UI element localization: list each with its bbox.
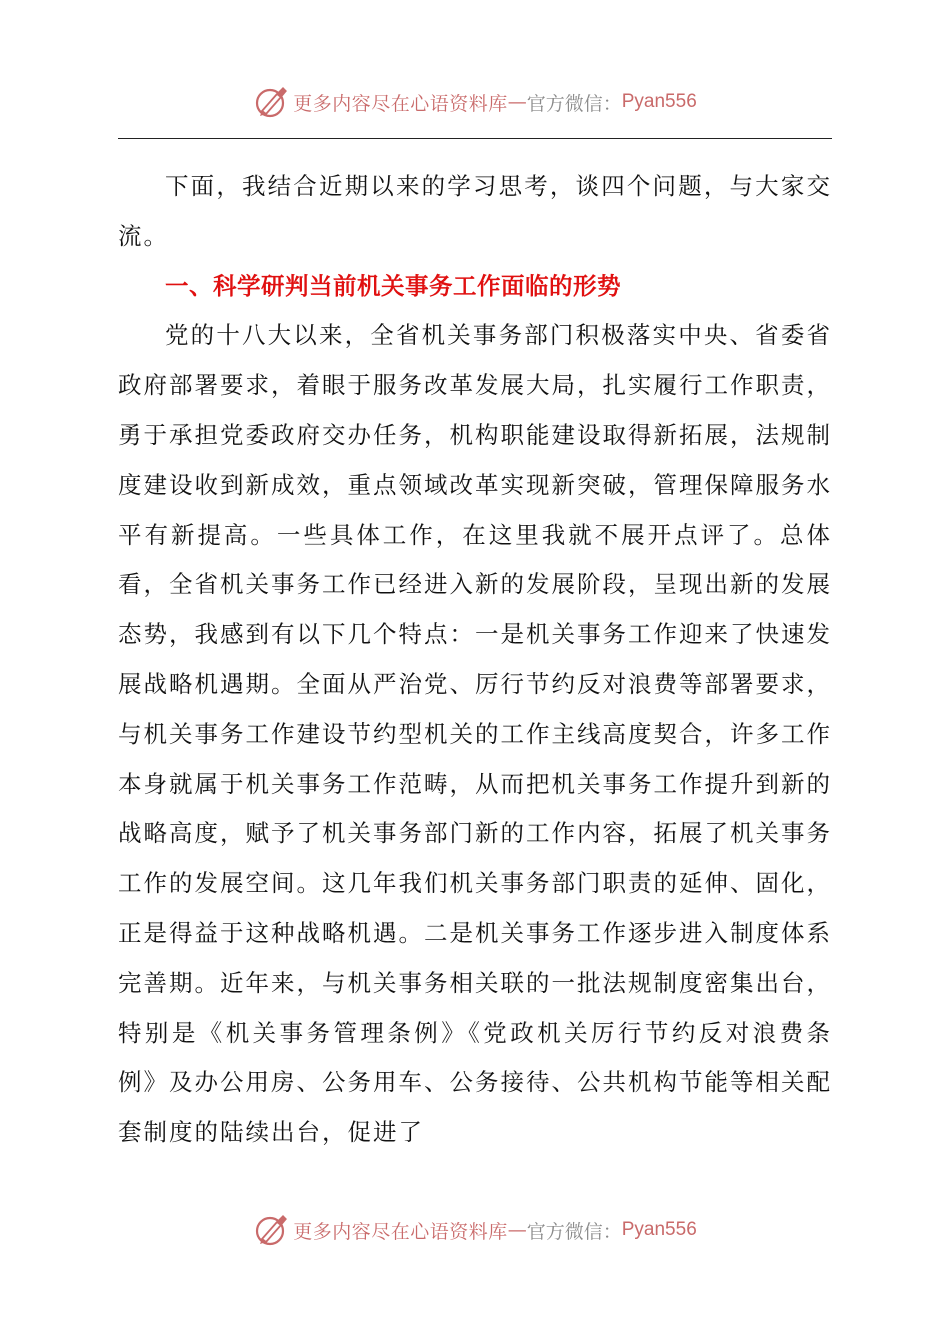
watermark-site-text: 更多内容尽在心语资料库	[293, 92, 508, 115]
document-body	[118, 162, 832, 1158]
watermark-separator: —	[507, 91, 527, 113]
watermark-site-text: 更多内容尽在心语资料库	[293, 1220, 508, 1243]
watermark-separator: —	[507, 1219, 527, 1241]
pen-logo-icon	[253, 84, 289, 120]
watermark-official-label: 官方微信：	[526, 92, 622, 115]
section-heading: 一、科学研判当前机关事务工作面临的形势	[165, 271, 621, 300]
body-paragraph: 党的十八大以来，全省机关事务部门积极落实中央、省委省政府部署要求，着眼于服务改革发展大局，扎实履行工作职责，勇于承担党委政府交办任务，机构职能建设取得新拓展，法规制度建设收到新成效，重点领域改革实现新突破，管理保障服务水平有新提高。一些具体工作，在这里我就不展开点评了。总体看，全省机关事务工作已经进入新的发展阶段，呈现出新的发展态势，我感到有以下几个特点：一是机关事务工作迎来了快速发展战略机遇期。全面从严治党、厉行节约反对浪费等部署要求，与机关事务工作建设节约型机关的工作主线高度契合，许多工作本身就属于机关事务工作范畴，从而把机关事务工作提升到新的战略高度，赋予了机关事务部门新的工作内容，拓展了机关事务工作的发展空间。这几年我们机关事务部门职责的延伸、固化，正是得益于这种战略机遇。二是机关事务工作逐步进入制度体系完善期。近年来，与机关事务相关联的一批法规制度密集出台，特别是《机关事务管理条例》《党政机关厉行节约反对浪费条例》及办公用房、公务用车、公务接待、公共机构节能等相关配套制度的陆续出台，促进了	[118, 321, 832, 1147]
footer-watermark	[0, 1210, 950, 1250]
watermark-official-label: 官方微信：	[526, 1220, 622, 1243]
watermark-wechat-id: Pyan556	[621, 1219, 697, 1240]
header-watermark	[0, 82, 950, 122]
watermark-wechat-id: Pyan556	[621, 91, 697, 112]
intro-paragraph: 下面，我结合近期以来的学习思考，谈四个问题，与大家交流。	[118, 172, 832, 250]
pen-logo-icon	[253, 1212, 289, 1248]
header-divider	[118, 138, 832, 139]
